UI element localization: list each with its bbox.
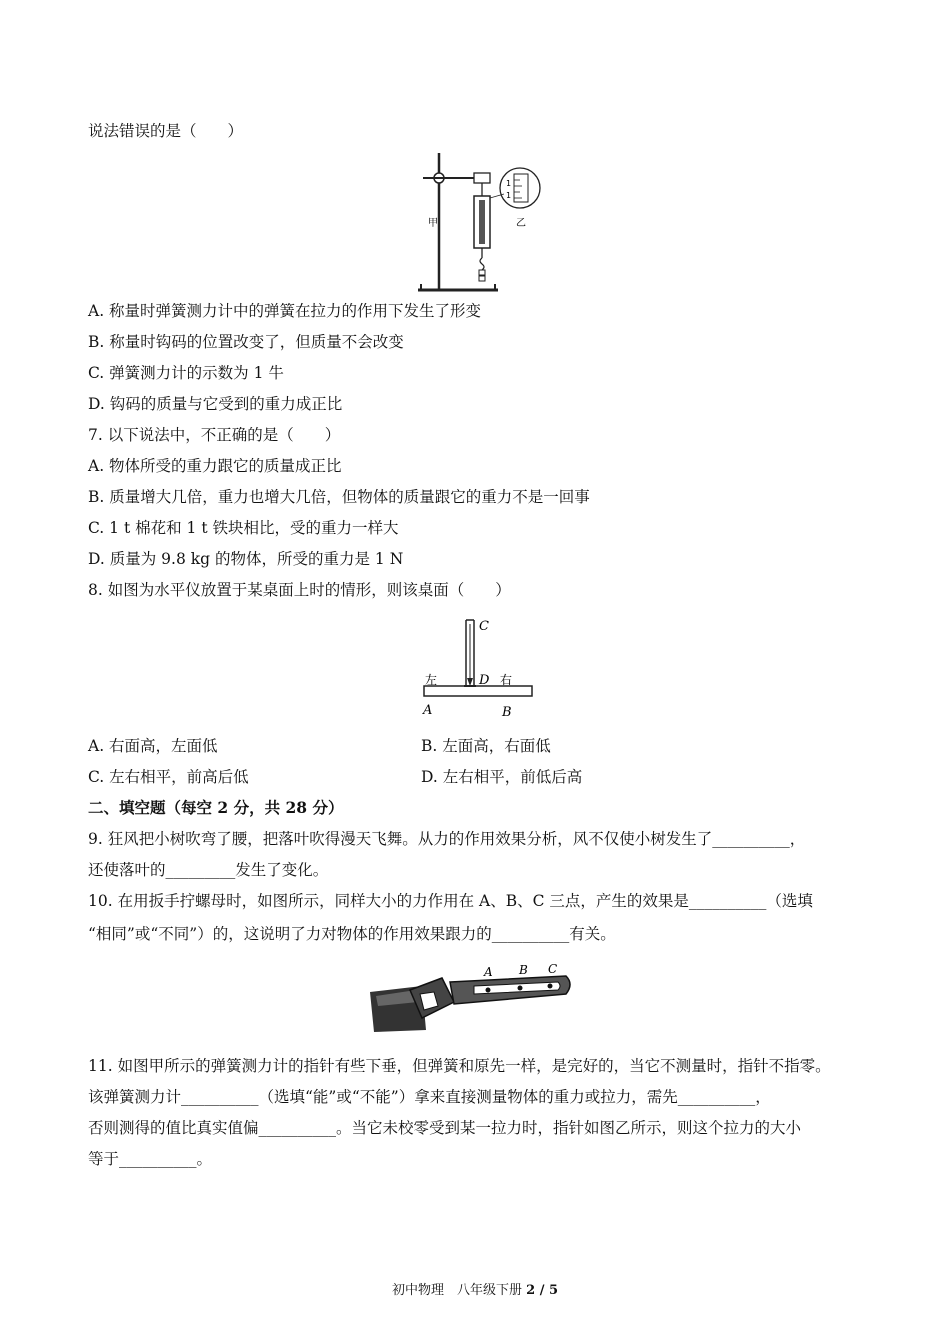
level-figure [418,614,538,720]
q11-line-1: 11. 如图甲所示的弹簧测力计的指针有些下垂，但弹簧和原先一样，是完好的，当它不测量时，指针不指零。 [88,1057,831,1075]
q6-option-c: C. 弹簧测力计的示数为 1 牛 [88,364,284,382]
wrench-label-b: B [519,963,528,977]
wrench-label-a: A [484,965,493,979]
q9-line-1: 9. 狂风把小树吹弯了腰，把落叶吹得漫天飞舞。从力的作用效果分析，风不仅使小树发生了__________， [88,830,806,848]
q11-line-3: 否则测得的值比真实值偏__________。当它未校零受到某一拉力时，指针如图乙所示，则这个拉力的大小 [88,1119,802,1137]
q8-option-c: C. 左右相平，前高后低 [88,768,249,786]
q9-line-2: 还使落叶的_________发生了变化。 [88,861,329,879]
q6-option-b: B. 称量时钩码的位置改变了，但质量不会改变 [88,333,404,351]
q8-stem: 8. 如图为水平仪放置于某桌面上时的情形，则该桌面（ ） [88,581,511,599]
label-1b: 1 [506,191,512,200]
label-yi: 乙 [516,218,526,229]
q8-option-b: B. 左面高，右面低 [421,737,551,755]
label-jia: 甲 [428,218,438,229]
label-c: C [479,619,489,634]
spring-scale-figure [418,148,543,293]
label-1a: 1 [506,179,512,188]
q8-option-a: A. 右面高，左面低 [88,737,218,755]
label-right: 右 [500,673,513,687]
section-2-heading: 二、填空题（每空 2 分，共 28 分） [88,798,344,817]
q7-option-a: A. 物体所受的重力跟它的质量成正比 [88,457,342,475]
q7-option-b: B. 质量增大几倍，重力也增大几倍，但物体的质量跟它的重力不是一回事 [88,488,590,506]
q7-option-d: D. 质量为 9.8 kg 的物体，所受的重力是 1 N [88,550,404,568]
q11-line-4: 等于__________。 [88,1150,213,1168]
label-a: A [423,703,433,718]
q7-stem: 7. 以下说法中，不正确的是（ ） [88,426,341,444]
page-footer [0,1279,950,1298]
label-d: D [479,673,490,688]
label-left: 左 [425,673,438,687]
q7-option-c: C. 1 t 棉花和 1 t 铁块相比，受的重力一样大 [88,519,399,537]
footer-text: 初中物理 八年级下册 [391,1283,522,1298]
q6-option-a: A. 称量时弹簧测力计中的弹簧在拉力的作用下发生了形变 [88,302,482,320]
q6-stem-tail: 说法错误的是（ ） [88,122,244,140]
q10-line-1: 10. 在用扳手拧螺母时，如图所示，同样大小的力作用在 A、B、C 三点，产生的效果是__________（选填 [88,892,813,910]
q10-line-2: “相同”或“不同”）的，这说明了力对物体的作用效果跟力的__________有关。 [88,925,616,943]
q8-option-d: D. 左右相平，前低后高 [421,768,583,786]
q11-line-2: 该弹簧测力计__________（选填“能”或“不能”）拿来直接测量物体的重力或拉力，需先__________， [88,1088,771,1106]
page-number: 2 / 5 [526,1283,559,1298]
wrench-figure [370,962,580,1034]
q6-option-d: D. 钩码的质量与它受到的重力成正比 [88,395,343,413]
label-b: B [502,705,512,720]
wrench-label-c: C [548,962,558,976]
